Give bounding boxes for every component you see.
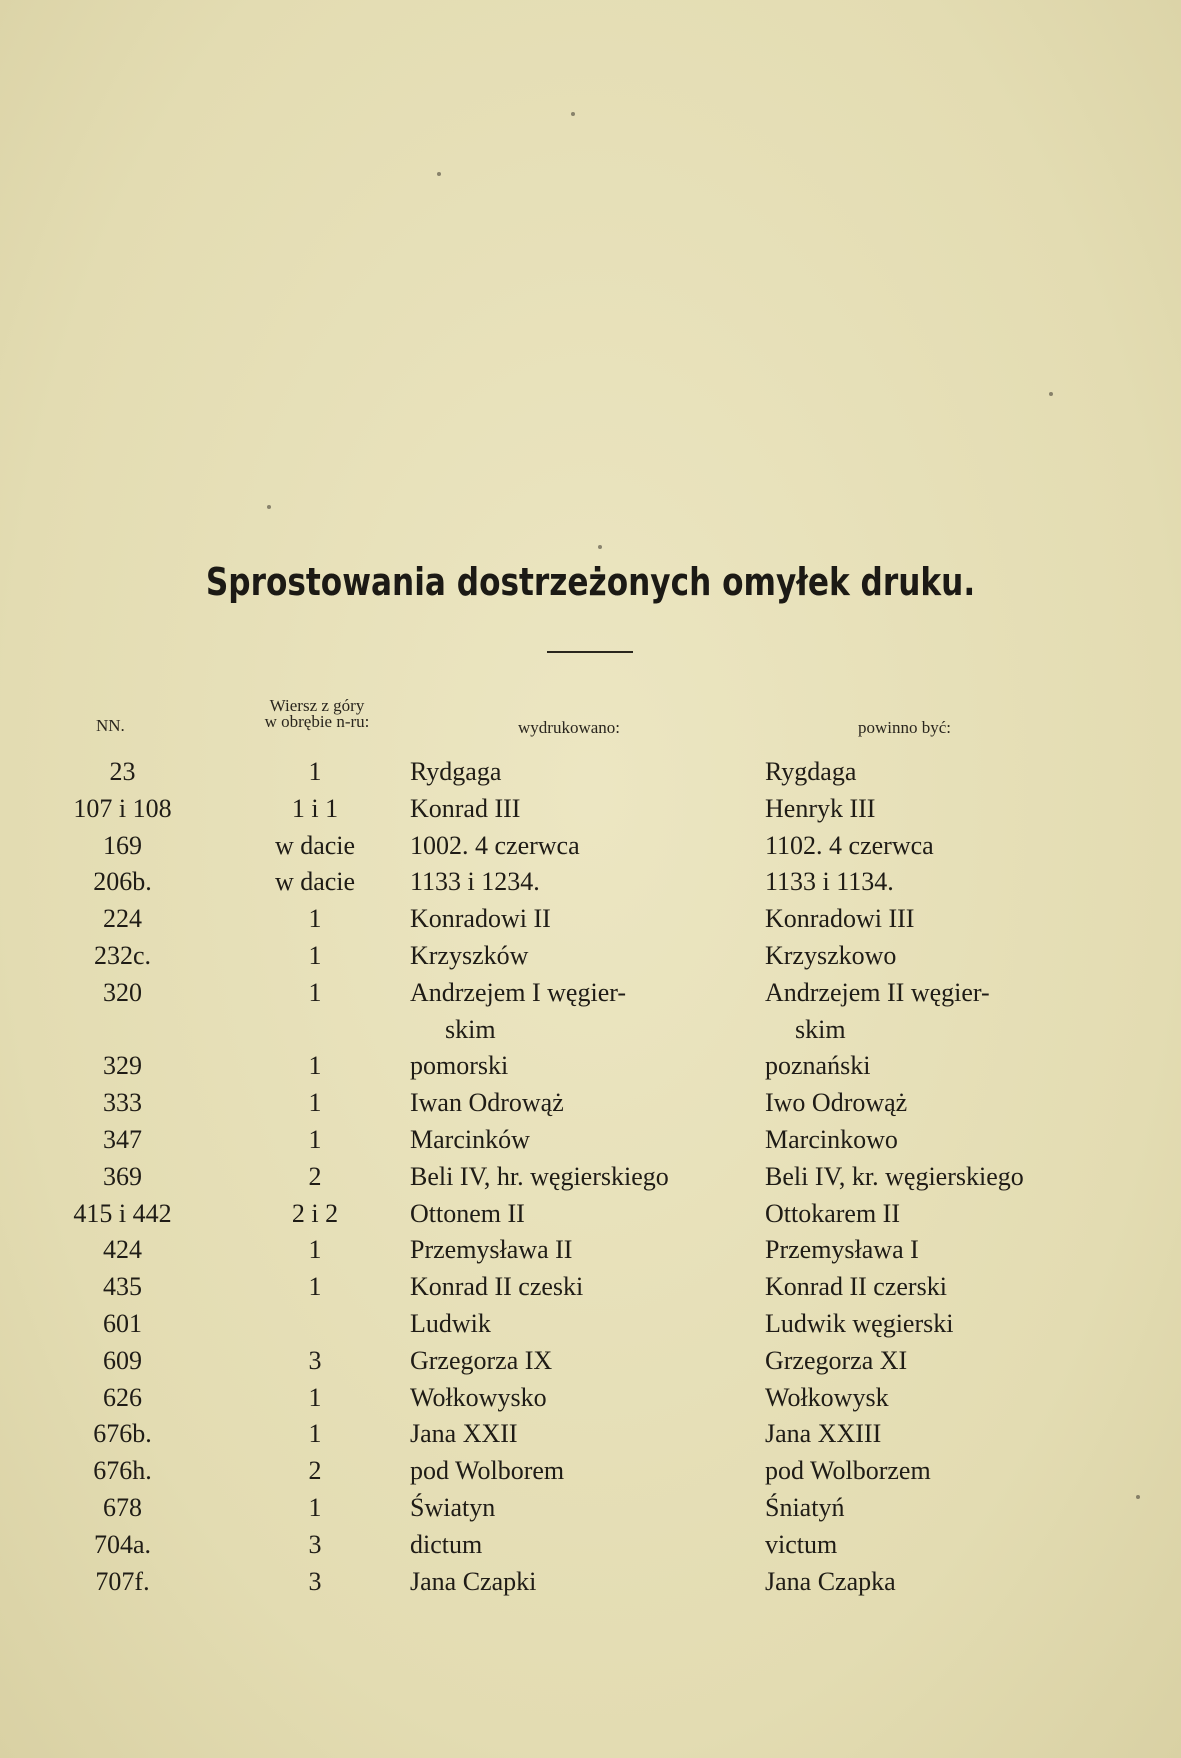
entry-number: 435	[103, 1272, 142, 1302]
line-ref: 1	[308, 1235, 322, 1265]
entry-number: 678	[103, 1493, 142, 1522]
entry-number: 320	[103, 977, 142, 1007]
printed-text: Konrad II czeski	[410, 1272, 584, 1302]
corrected-text: Ludwik węgierski	[765, 1309, 954, 1338]
table-row	[0, 1012, 1181, 1048]
table-row	[0, 1122, 1181, 1158]
title-divider	[547, 651, 633, 653]
line-ref: 1	[308, 904, 322, 934]
line-ref: 1	[308, 1088, 322, 1118]
entry-number: 676b.	[93, 1419, 152, 1449]
corrected-text: Jana XXIII	[765, 1419, 882, 1449]
entry-number: 424	[103, 1235, 142, 1265]
table-row	[0, 1343, 1181, 1379]
printed-text: Rydgaga	[410, 757, 502, 786]
entry-number: 333	[103, 1088, 142, 1118]
line-ref: 1	[308, 941, 322, 970]
printed-text: Przemysława II	[410, 1235, 573, 1265]
table-row	[0, 1453, 1181, 1489]
line-ref: 1	[308, 1382, 322, 1412]
printed-text: Konrad III	[410, 793, 521, 823]
header-wiersz	[222, 698, 412, 730]
corrected-text: Henryk III	[765, 793, 876, 823]
corrected-text: Konrad II czerski	[765, 1272, 947, 1302]
header-wiersz-line2: w obrębie n-ru:	[264, 712, 370, 731]
printed-text: Jana Czapki	[410, 1566, 537, 1596]
printed-text: 1002. 4 czerwca	[410, 830, 580, 860]
corrected-text: Konradowi III	[765, 904, 915, 934]
corrected-text: Marcinkowo	[765, 1125, 898, 1154]
entry-number: 169	[103, 830, 142, 860]
entry-number: 369	[103, 1161, 142, 1191]
entry-number: 704a.	[93, 1529, 152, 1559]
table-row	[0, 1048, 1181, 1084]
entry-number: 23	[109, 757, 136, 786]
table-row	[0, 901, 1181, 937]
table-row	[0, 975, 1181, 1011]
printed-text: skim	[445, 1014, 496, 1044]
corrected-text: Krzyszkowo	[765, 941, 897, 970]
line-ref: 1	[308, 977, 322, 1007]
paper-speck	[598, 545, 602, 549]
page-title: Sprostowania dostrzeżonych omyłek druku.	[205, 560, 976, 604]
line-ref: 2 i 2	[291, 1198, 339, 1228]
printed-text: Andrzejem I węgier-	[410, 977, 627, 1007]
table-row	[0, 1416, 1181, 1452]
corrected-text: pod Wolborzem	[765, 1456, 931, 1486]
printed-text: Konradowi II	[410, 904, 551, 934]
corrected-text: 1133 i 1134.	[765, 867, 894, 897]
paper-speck	[437, 172, 441, 176]
line-ref: 3	[308, 1345, 322, 1375]
table-row	[0, 938, 1181, 974]
printed-text: dictum	[410, 1529, 483, 1559]
table-row	[0, 1159, 1181, 1195]
entry-number: 676h.	[93, 1456, 152, 1486]
entry-number: 232c.	[93, 941, 152, 970]
printed-text: Beli IV, hr. węgierskiego	[410, 1161, 669, 1191]
corrected-text: victum	[765, 1529, 838, 1559]
printed-text: Iwan Odrowąż	[410, 1088, 564, 1118]
corrected-text: Andrzejem II węgier-	[765, 977, 990, 1007]
printed-text: Ludwik	[410, 1309, 491, 1338]
entry-number: 415 i 442	[73, 1198, 172, 1228]
printed-text: pod Wolborem	[410, 1456, 565, 1486]
entry-number: 707f.	[95, 1566, 150, 1596]
paper-speck	[267, 505, 271, 509]
line-ref: w dacie	[274, 830, 356, 860]
printed-text: Wołkowysko	[410, 1382, 547, 1412]
paper-speck	[1049, 392, 1053, 396]
entry-number: 107 i 108	[73, 793, 172, 823]
table-row	[0, 1269, 1181, 1305]
printed-text: Grzegorza IX	[410, 1345, 553, 1375]
entry-number: 329	[103, 1051, 142, 1081]
printed-text: pomorski	[410, 1051, 509, 1081]
printed-text: Światyn	[410, 1493, 496, 1522]
entry-number: 626	[103, 1382, 142, 1412]
corrected-text: Rygdaga	[765, 757, 857, 786]
table-row	[0, 864, 1181, 900]
line-ref: 1	[308, 1051, 322, 1081]
entry-number: 224	[103, 904, 142, 934]
line-ref: 2	[308, 1161, 322, 1191]
table-row	[0, 1490, 1181, 1526]
printed-text: Marcinków	[410, 1125, 530, 1154]
corrected-text: Śniatyń	[765, 1493, 845, 1522]
line-ref: 3	[308, 1529, 322, 1559]
corrected-text: Wołkowysk	[765, 1382, 889, 1412]
table-row	[0, 791, 1181, 827]
printed-text: 1133 i 1234.	[410, 867, 540, 897]
header-powinno: powinno być:	[858, 718, 952, 737]
table-row	[0, 1232, 1181, 1268]
printed-text: Krzyszków	[410, 941, 529, 970]
line-ref: 1	[308, 1125, 322, 1154]
table-row	[0, 1380, 1181, 1416]
header-wiersz-line1: Wiersz z góry	[269, 696, 365, 715]
header-wydrukowano: wydrukowano:	[518, 718, 620, 737]
line-ref: w dacie	[274, 867, 356, 897]
table-row	[0, 1306, 1181, 1342]
printed-text: Jana XXII	[410, 1419, 518, 1449]
line-ref: 1	[308, 1419, 322, 1449]
corrected-text: Iwo Odrowąż	[765, 1088, 908, 1118]
corrected-text: 1102. 4 czerwca	[765, 830, 934, 860]
table-row	[0, 1527, 1181, 1563]
header-nn: NN.	[96, 716, 125, 735]
entry-number: 601	[103, 1309, 142, 1338]
line-ref: 3	[308, 1566, 322, 1596]
table-row	[0, 828, 1181, 864]
line-ref: 1 i 1	[291, 793, 339, 823]
printed-text: Ottonem II	[410, 1198, 525, 1228]
table-row	[0, 1085, 1181, 1121]
corrected-text: Jana Czapka	[765, 1566, 896, 1596]
line-ref: 1	[308, 757, 322, 786]
paper-speck	[571, 112, 575, 116]
table-row	[0, 1564, 1181, 1600]
entry-number: 609	[103, 1345, 142, 1375]
corrected-text: Ottokarem II	[765, 1198, 901, 1228]
line-ref: 2	[308, 1456, 322, 1486]
table-row	[0, 754, 1181, 790]
entry-number: 347	[103, 1125, 142, 1154]
corrected-text: Grzegorza XI	[765, 1345, 908, 1375]
corrected-text: skim	[795, 1014, 846, 1044]
corrected-text: Beli IV, kr. węgierskiego	[765, 1161, 1024, 1191]
table-row	[0, 1196, 1181, 1232]
corrected-text: poznański	[765, 1051, 871, 1081]
line-ref: 1	[308, 1493, 322, 1522]
entry-number: 206b.	[93, 867, 152, 897]
line-ref: 1	[308, 1272, 322, 1302]
corrected-text: Przemysława I	[765, 1235, 919, 1265]
